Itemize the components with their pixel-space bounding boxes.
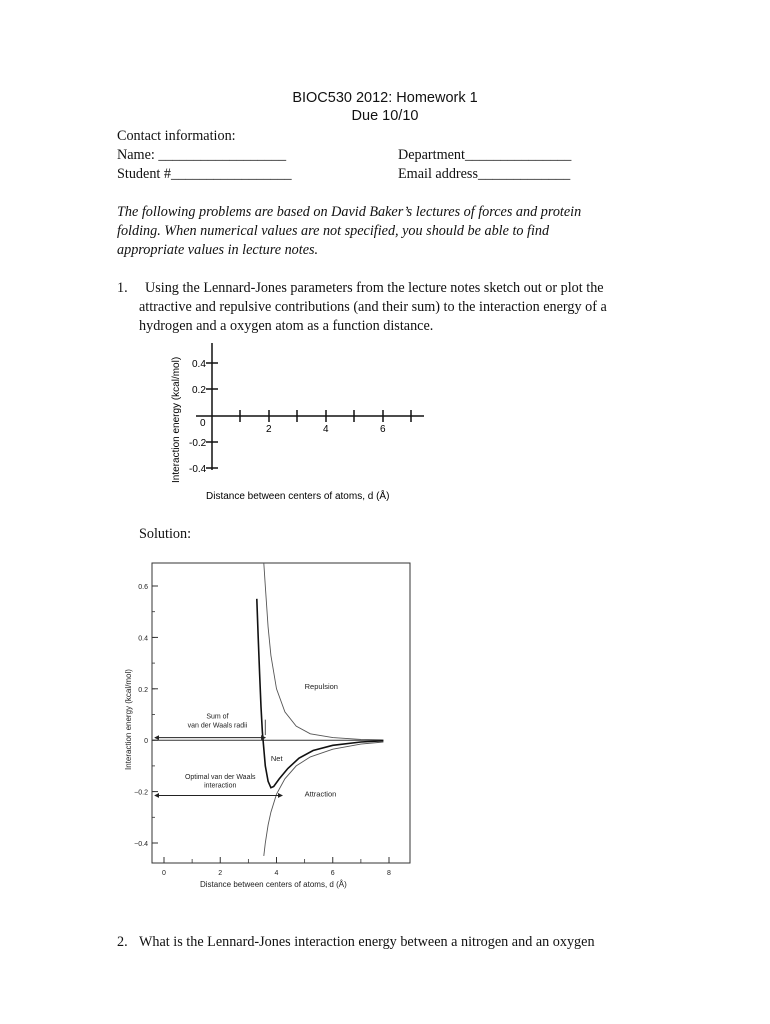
annotation-text: interaction: [204, 782, 237, 790]
blank-ytick-2: 0: [200, 418, 206, 429]
chart-xtick-label: 6: [330, 870, 335, 877]
lennard-jones-chart: [115, 555, 415, 895]
chart-xtick-label: 4: [274, 870, 279, 877]
chart-ytick-label: −0.2: [134, 789, 148, 797]
blank-axes-figure: [160, 338, 450, 508]
chart-ytick-label: 0.4: [138, 635, 148, 643]
blank-xtick-0: 2: [266, 424, 272, 435]
blank-y-axis-label: Interaction energy (kcal/mol): [171, 356, 182, 483]
blank-xtick-1: 4: [323, 424, 329, 435]
chart-y-axis-label: Interaction energy (kcal/mol): [124, 669, 133, 770]
chart-xtick-label: 8: [387, 870, 391, 877]
intro-line-1: The following problems are based on David Baker’s lectures of forces and protein: [117, 204, 582, 220]
blank-ytick-1: 0.2: [192, 385, 206, 396]
q1-line-3: hydrogen and a oxygen atom as a function distance.: [139, 318, 434, 334]
annotation-text: Optimal van der Waals: [184, 773, 256, 781]
intro-line-3: appropriate values in lecture notes.: [117, 242, 319, 258]
email-field: Email address_____________: [398, 166, 571, 182]
chart-xtick-label: 2: [218, 870, 223, 877]
chart-xtick-label: 0: [162, 870, 166, 877]
series-repulsion-line: [264, 563, 384, 740]
q1-line-1: Using the Lennard-Jones parameters from the lecture notes sketch out or plot the: [145, 280, 604, 296]
annotation-text: van der Waals radii: [187, 722, 248, 730]
series-net-label: Net: [270, 753, 283, 763]
chart-ytick-label: 0.2: [138, 686, 148, 694]
chart-x-axis-label: Distance between centers of atoms, d (Å): [200, 880, 347, 889]
chart-ytick-label: 0.6: [138, 584, 148, 591]
q2-line-1: What is the Lennard-Jones interaction energy between a nitrogen and an oxygen: [139, 934, 595, 950]
name-field: Name: __________________: [117, 147, 287, 163]
q1-line-2: attractive and repulsive contributions (and their sum) to the interaction energy of a: [139, 299, 607, 315]
contact-heading: Contact information:: [117, 128, 236, 144]
annotation-text: Sum of: [206, 713, 229, 721]
chart-ytick-label: 0: [144, 738, 148, 746]
plot-frame: [152, 563, 410, 863]
series-attraction-label: Attraction: [304, 789, 337, 799]
solution-label: Solution:: [139, 526, 192, 542]
blank-x-axis-label: Distance between centers of atoms, d (Å): [206, 491, 390, 502]
blank-ytick-3: -0.2: [189, 438, 207, 449]
series-repulsion-label: Repulsion: [304, 681, 338, 691]
department-field: Department_______________: [398, 147, 572, 163]
blank-xtick-2: 6: [380, 424, 386, 435]
blank-ytick-0: 0.4: [192, 359, 206, 370]
student-number-field: Student #_________________: [117, 166, 292, 182]
due-date: Due 10/10: [351, 108, 419, 124]
q2-number: 2.: [117, 934, 128, 950]
intro-line-2: folding. When numerical values are not specified, you should be able to find: [117, 223, 550, 239]
chart-ytick-label: −0.4: [134, 841, 148, 848]
blank-ytick-4: -0.4: [189, 464, 207, 475]
q1-number: 1.: [117, 280, 128, 296]
page-title: BIOC530 2012: Homework 1: [292, 90, 478, 106]
